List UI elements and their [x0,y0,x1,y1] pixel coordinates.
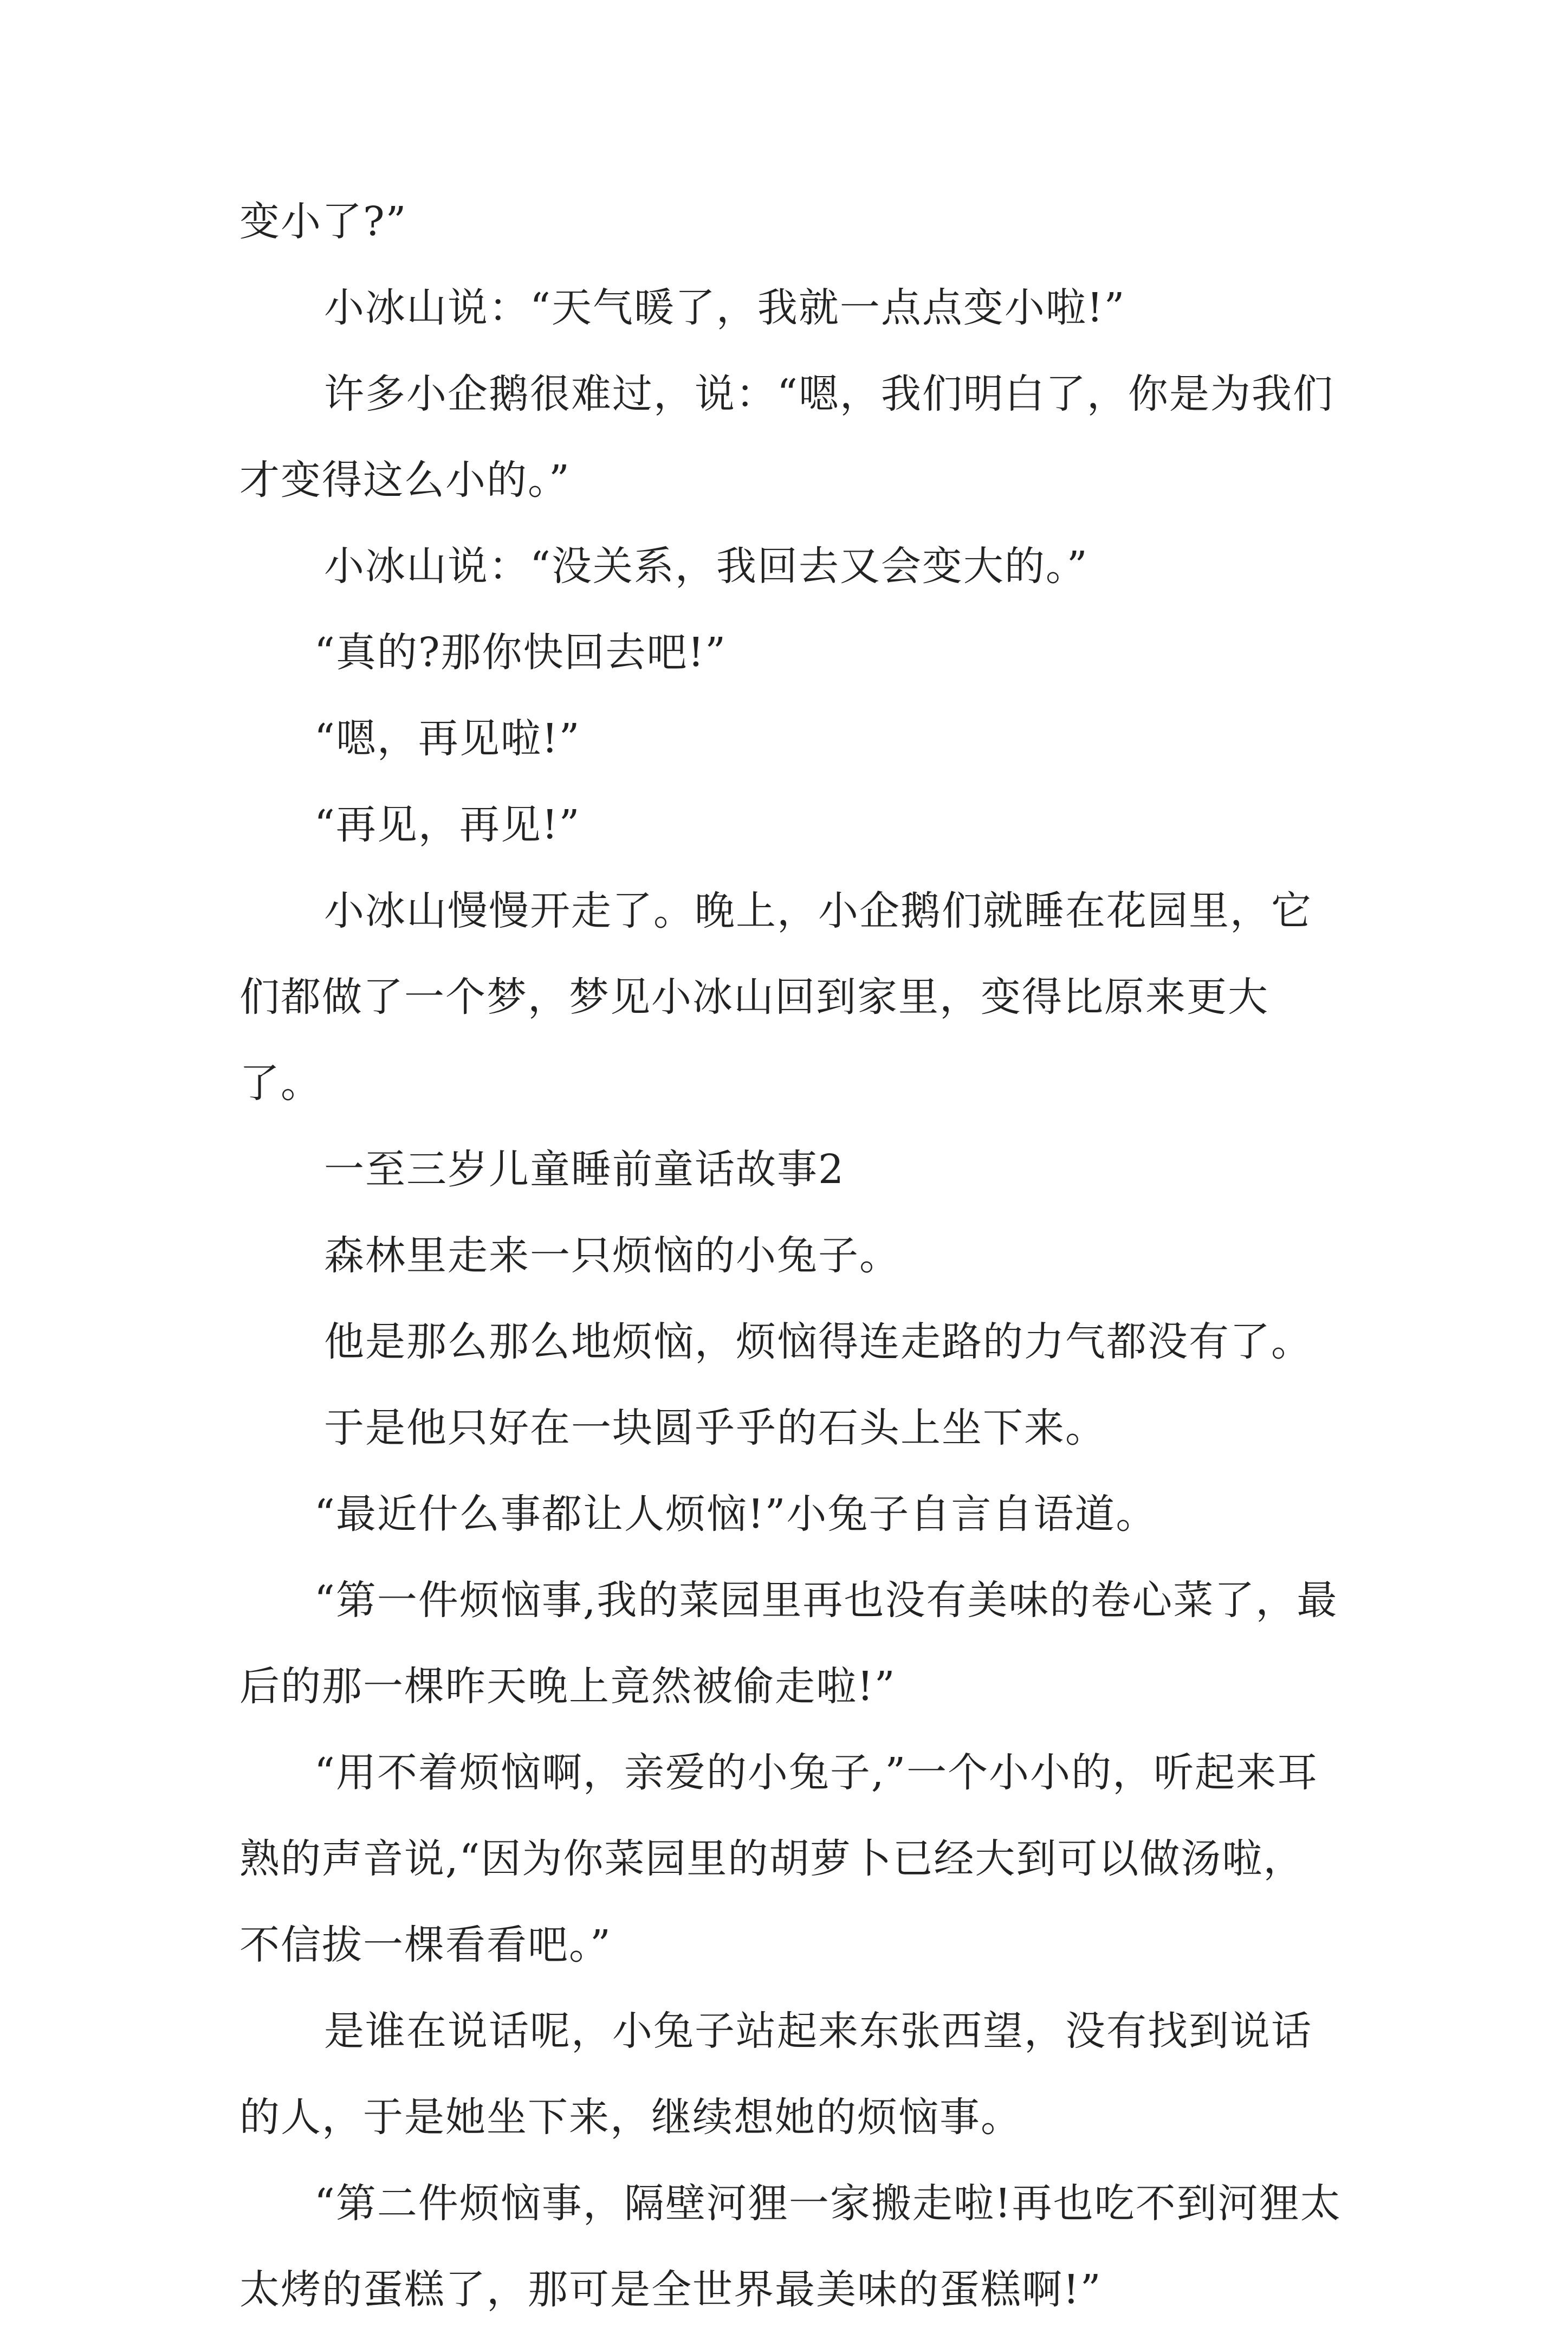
paragraph-13: “最近什么事都让人烦恼!”小兔子自言自语道。 [314,1491,1157,1537]
section-heading: 一至三岁儿童睡前童话故事2 [324,1146,845,1193]
paragraph-4: 小冰山说：“没关系，我回去又会变大的。” [324,543,1088,590]
paragraph-2: 小冰山说：“天气暖了，我就一点点变小啦!” [324,285,1126,331]
paragraph-16: 是谁在说话呢，小兔子站起来东张西望，没有找到说话的人，于是她坐下来，继续想她的烦恼事。 [239,2008,1312,2141]
paragraph-5: “真的?那你快回去吧!” [314,629,727,676]
paragraph-3: 许多小企鹅很难过，说：“嗯，我们明白了，你是为我们才变得这么小的。” [239,371,1334,503]
paragraph-1: 变小了?” [239,198,407,245]
paragraph-7: “再见，再见!” [314,802,581,848]
paragraph-10: 森林里走来一只烦恼的小兔子。 [324,1232,900,1279]
paragraph-17: “第二件烦恼事，隔壁河狸一家搬走啦!再也吃不到河狸太太烤的蛋糕了，那可是全世界最美味的蛋糕啊!” [239,2180,1342,2313]
paragraph-11: 他是那么那么地烦恼，烦恼得连走路的力气都没有了。 [324,1319,1312,1365]
paragraph-12: 于是他只好在一块圆乎乎的石头上坐下来。 [324,1405,1106,1451]
paragraph-15: “用不着烦恼啊，亲爱的小兔子,”一个小小的，听起来耳熟的声音说,“因为你菜园里的胡萝卜已经大到可以做汤啦，不信拔一棵看看吧。” [239,1749,1319,1968]
document-body [239,179,1345,2333]
paragraph-8: 小冰山慢慢开走了。晚上，小企鹅们就睡在花园里，它们都做了一个梦，梦见小冰山回到家里，变得比原来更大了。 [239,888,1312,1107]
paragraph-14: “第一件烦恼事,我的菜园里再也没有美味的卷心菜了，最后的那一棵昨天晚上竟然被偷走啦!” [239,1577,1338,1710]
paragraph-6: “嗯，再见啦!” [314,715,581,762]
